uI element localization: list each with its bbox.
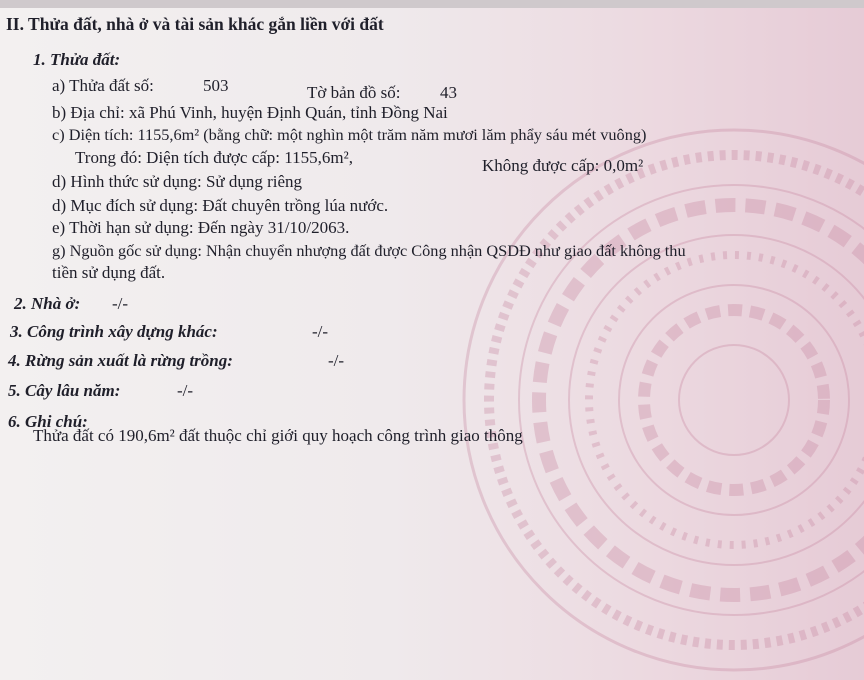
parcel-heading: 1. Thửa đất:: [33, 50, 121, 69]
perennial-label: 5. Cây lâu năm:: [8, 381, 121, 400]
usage-purpose-line: d) Mục đích sử dụng: Đất chuyên trồng lúa nước.: [52, 196, 389, 215]
usage-term-line: e) Thời hạn sử dụng: Đến ngày 31/10/2063.: [52, 218, 350, 237]
usage-form-line: d) Hình thức sử dụng: Sử dụng riêng: [52, 172, 303, 191]
forest-label: 4. Rừng sản xuất là rừng trồng:: [8, 351, 233, 370]
parcel-number-label: a) Thửa đất số:: [52, 76, 154, 95]
map-sheet-label: Tờ bản đồ số:: [307, 83, 401, 102]
perennial-value: -/-: [177, 381, 194, 400]
area-not-granted: Không được cấp: 0,0m²: [482, 156, 644, 175]
area-line: c) Diện tích: 1155,6m² (bằng chữ: một nghìn một trăm năm mươi lăm phẩy sáu mét vuông): [52, 125, 647, 144]
notes-text: Thửa đất có 190,6m² đất thuộc chỉ giới quy hoạch công trình giao thông: [33, 426, 523, 445]
origin-line-2: tiền sử dụng đất.: [52, 263, 166, 282]
notes-label: 6. Ghi chú:: [8, 412, 88, 431]
section-title: II. Thửa đất, nhà ở và tài sản khác gắn liền với đất: [6, 14, 384, 34]
parcel-number-value: 503: [203, 76, 229, 95]
address-line: b) Địa chỉ: xã Phú Vinh, huyện Định Quán, tỉnh Đồng Nai: [52, 103, 448, 122]
house-value: -/-: [112, 294, 129, 313]
other-works-value: -/-: [312, 322, 329, 341]
area-granted: Trong đó: Diện tích được cấp: 1155,6m²,: [75, 148, 353, 167]
house-label: 2. Nhà ở:: [14, 294, 81, 313]
other-works-label: 3. Công trình xây dựng khác:: [10, 322, 218, 341]
forest-value: -/-: [328, 351, 345, 370]
origin-line-1: g) Nguồn gốc sử dụng: Nhận chuyển nhượng đất được Công nhận QSDĐ như giao đất không thu: [52, 241, 686, 260]
map-sheet-value: 43: [440, 83, 457, 102]
